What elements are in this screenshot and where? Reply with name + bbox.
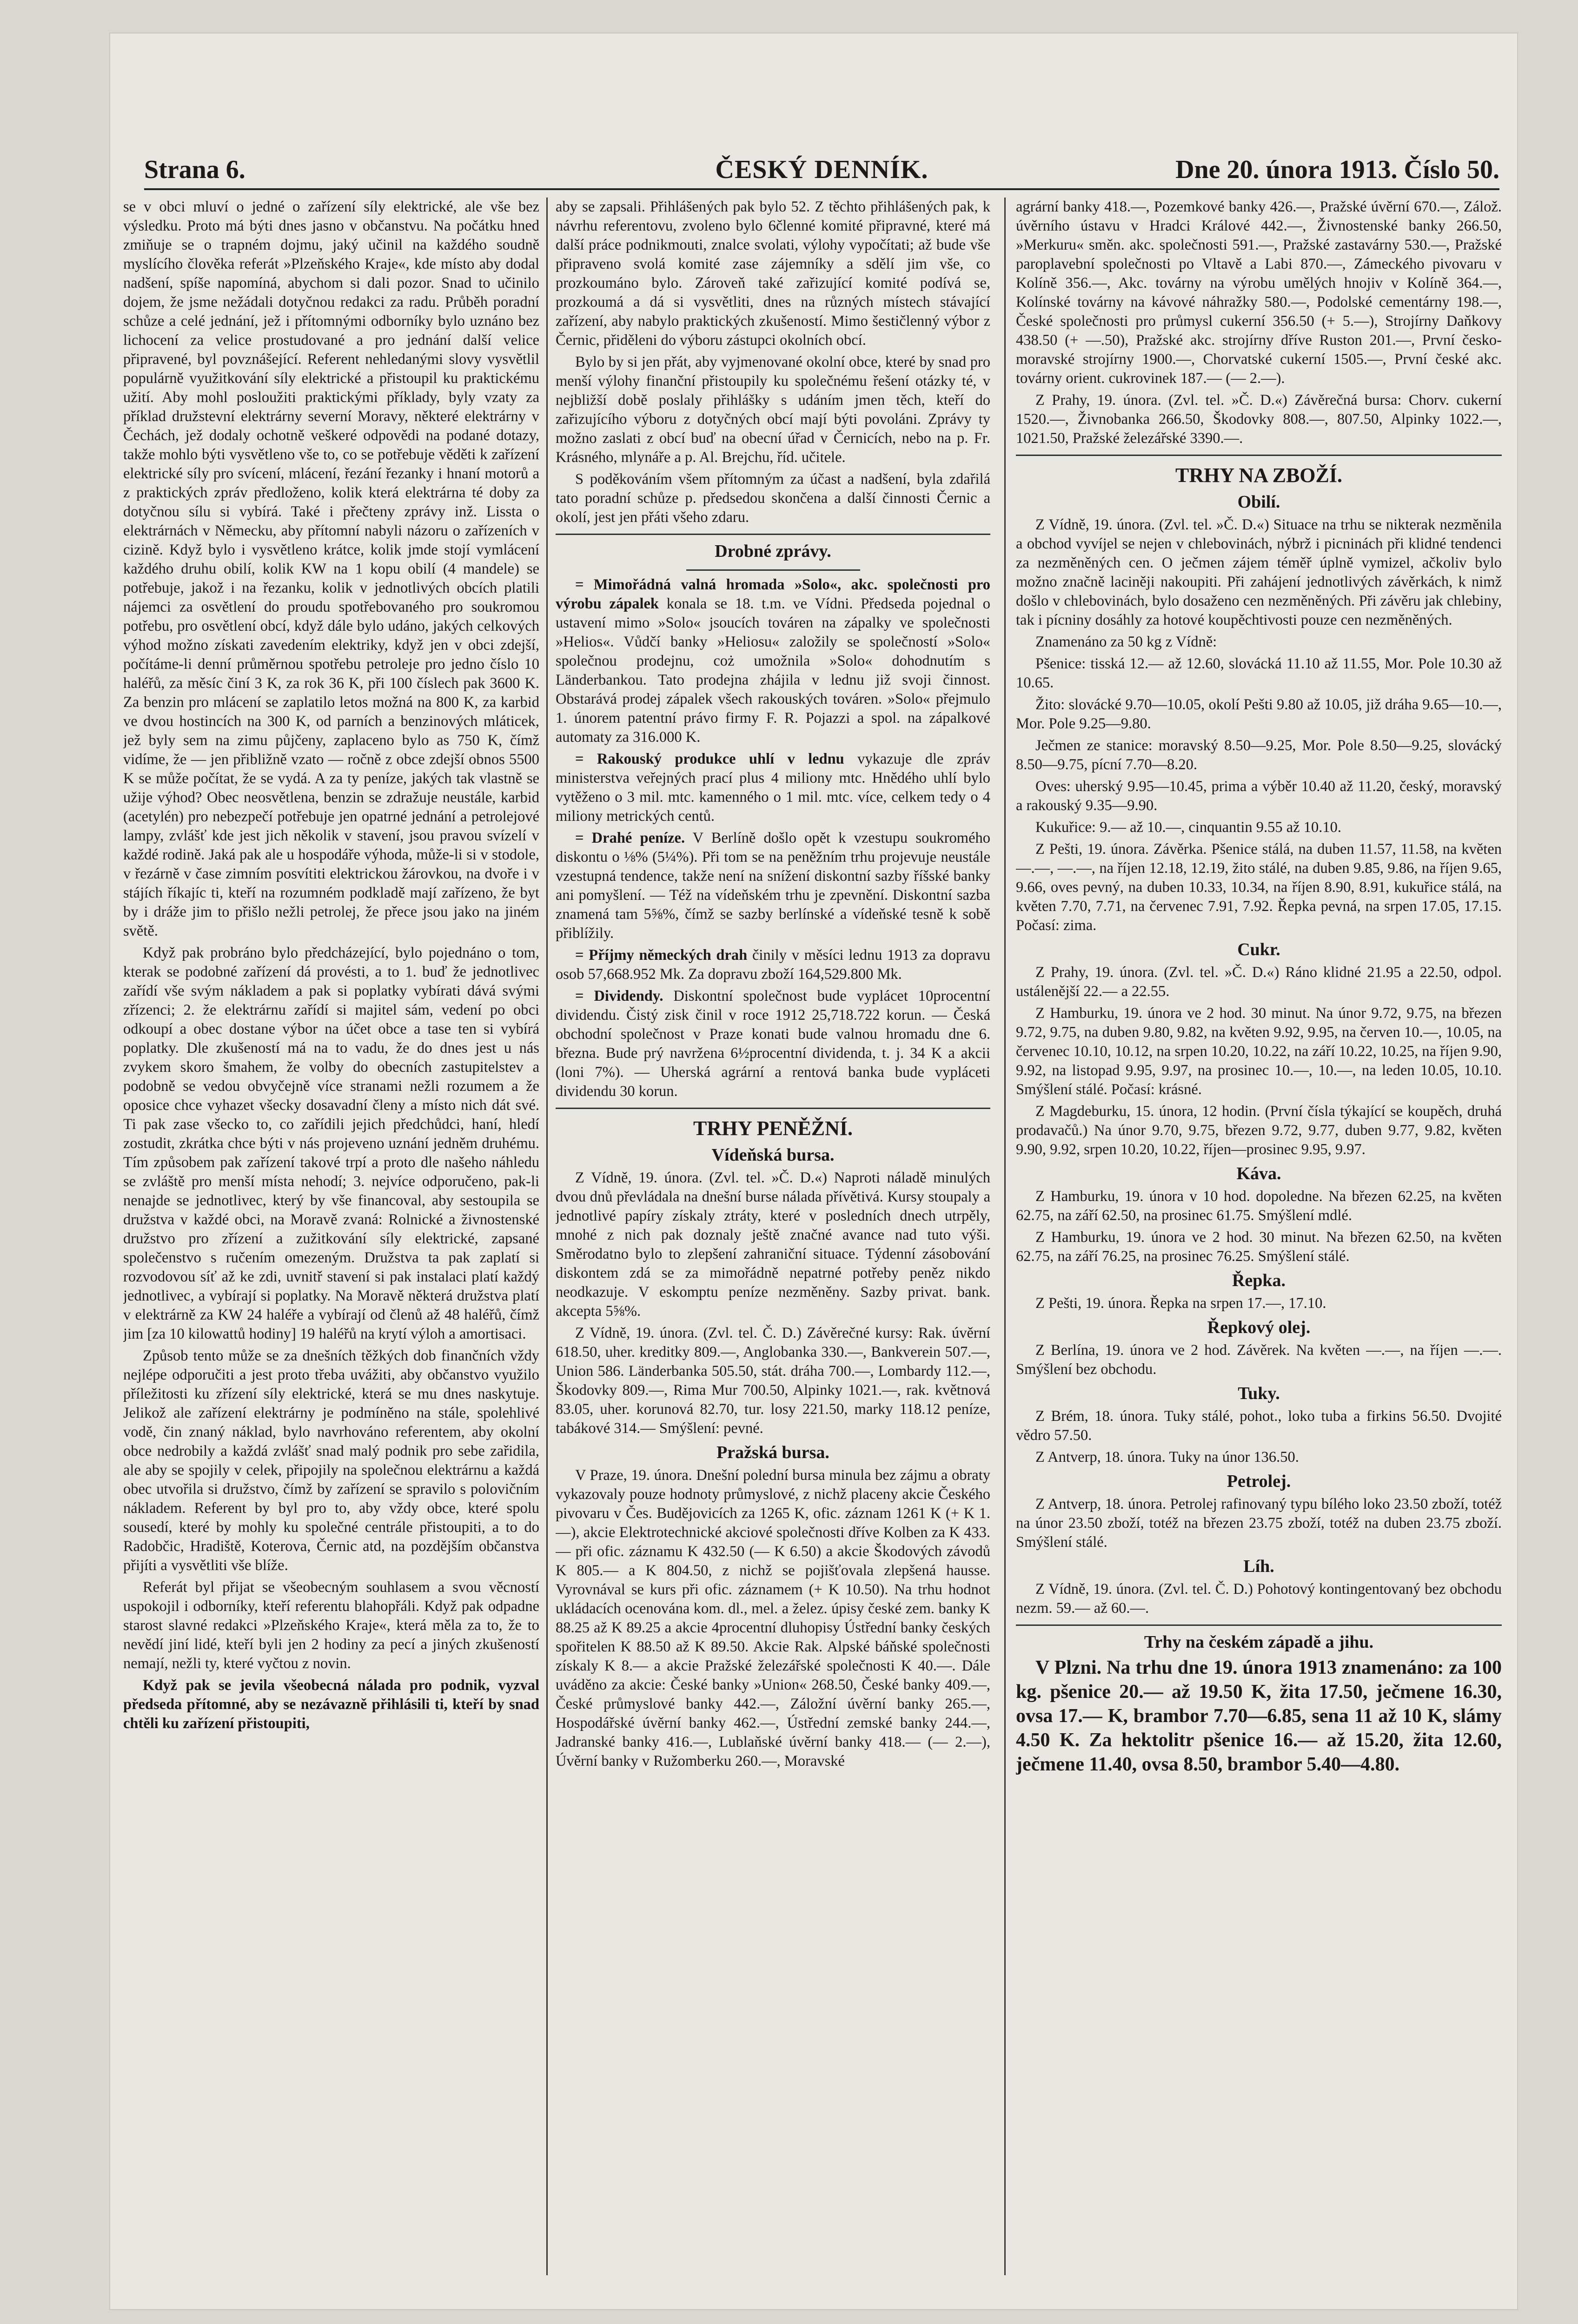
report-paragraph: Z Antverp, 18. února. Tuky na únor 136.50. (1035, 1449, 1299, 1466)
section-title-goods-markets: TRHY NA ZBOŽÍ. (1175, 464, 1342, 487)
section-title-money-markets: TRHY PENĚŽNÍ. (693, 1117, 853, 1140)
section-title-grain: Obilí. (1237, 492, 1280, 512)
newspaper-title: ČESKÝ DENNÍK. (715, 155, 928, 184)
section-divider (686, 569, 860, 571)
page-number: Strana 6. (144, 155, 245, 184)
article-paragraph: S poděkováním všem přítomným za účast a nadšení, byla zdařilá tato poradní schůze p. předsedou skončena a další činnosti Černic a okolí, jest jen přáti všeho zdaru. (556, 471, 990, 526)
report-paragraph: Z Pešti, 19. února. Řepka na srpen 17.—, 17.10. (1035, 1295, 1326, 1312)
column-3 (1016, 198, 1502, 2275)
section-title-fats: Tuky. (1238, 1384, 1280, 1403)
section-title-spirit: Líh. (1243, 1557, 1274, 1576)
news-item (556, 946, 990, 984)
report-paragraph: Ječmen ze stanice: moravský 8.50—9.25, Mor. Pole 8.50—9.25, slovácký 8.50—9.75, pícní 7.70—8.20. (1016, 737, 1502, 773)
news-lead: = Drahé peníze. (575, 830, 685, 846)
report-paragraph: Z Vídně, 19. února. (Zvl. tel. Č. D.) Závěrečné kursy: Rak. úvěrní 618.50, uher. kreditky 809.—, Anglobanka 330.—, Bankverein 507.—, Union 586. Länderbanka 505.50, stát. dráha 700.—, Lombardy 112.—, Škodovky 809.—, Rima Mur 700.50, Alpinky 1021.—, rak. květnová 83.05, uher. korunová 82.70, tur. losy 221.50, marky 118.12 peníze, tabákové 314.— Smýšlení: pevné. (556, 1325, 990, 1437)
article-paragraph: aby se zapsali. Přihlášených pak bylo 52. Z těchto přihlášených pak, k návrhu referentovu, zvoleno bylo 6členné komité připravné, které má další práce podnikmouti, znalce svolati, výlohy vypočítati; až bude vše připraveno svolá komité zase zájemníky a sdělí jim vše, co prozkoumáno bylo. Zároveň také zařizující komité podívá se, prozkoumá a dá si vysvětliti, dnes na různých místech stávající zařízení, aby nabylo praktických zkušeností. Mimo šestičlenný výbor z Černic, přiděleni do výboru zástupci okolních obcí. (556, 198, 990, 349)
report-paragraph: Znamenáno za 50 kg z Vídně: (1035, 634, 1217, 650)
column-rule-1 (546, 198, 548, 2275)
issue-date: Dne 20. února 1913. Číslo 50. (1175, 155, 1499, 184)
article-paragraph: Když pak probráno bylo předcházející, bylo pojednáno o tom, kterak se podobné zařízení dá provésti, a to 1. buď že jednotlivec zařídí vše svým nákladem a pak si poplatky vybírati dává svými zřízenci; 2. že elektrárnu zařídí si majitel sám, vedení po obci odkoupí a obec dostane výbor na účet obce a tase ten si vybírá poplatky. Dle zkušeností má na to vadu, že do dnes jest u nás zvykem skoro šmahem, že volby do obecních zastupitelstev a podobně se vedou obvyčejně více stranami nežli rozumem a že oposice chce vyhazet všecky dosavadní členy a místo nich dát své. Ti pak zase všecko to, co zařídili jejich předchůdci, haní, hledí zostudit, zkrátka chce býti v nás projeveno uznání jedněm druhému. Tím způsobem pak zařízení takové trpí a proto dle našeho náhledu se zvláště pro menší místa nehodí; 3. nejvíce odporučeno, pak-li nenajde se jednotlivec, který by vše financoval, aby sestoupila se družstva v každé obci, na Moravě zvaná: Rolnické a živnostenské družstvo pro zřízení a zužitkování síly elektrické, zapsané společenstvo s ručením omezeným. Družstva ta pak zaplatí si rozvodovou síť až ke zdi, uvnitř stavení si pak instalaci platí každý jednotlivec, a vybírají si poplatky. Na Moravě některá družstva platí v elektrárně za KW 24 haléře a vybírají od členů až 48 haléřů, čímž jim [za 10 kilowattů hodiny] 19 haléřů na krytí výloh a amortisaci. (123, 944, 539, 1342)
report-paragraph: Pšenice: tisská 12.— až 12.60, slovácká 11.10 až 11.55, Mor. Pole 10.30 až 10.65. (1016, 655, 1502, 691)
report-paragraph: Z Magdeburku, 15. února, 12 hodin. (První čísla týkající se koupěch, druhá prodavačů.) Na únor 9.70, 9.75, březen 9.72, 9.77, duben 9.77, 9.82, květen 9.90, 9.92, srpen 10.20, 10.22, říjen—prosinec 9.95, 9.97. (1016, 1103, 1502, 1158)
article-paragraph: Způsob tento může se za dnešních těžkých dob finančních vždy nejlépe odporučiti a jest proto třeba uvážiti, aby občanstvo využilo příležitosti ku zřízení síly elektrické, která se mu dnes naskytuje. Jelikož ale zařízení elektrárny je podmíněno na stále, spolehlivé vodě, čin znaný náklad, bylo navrhováno referentem, aby okolní obce nedrobily a každá zvlášť snad malý podnik pro sebe zařidila, ale aby se spojily v celek, připojily na společnou elektrárnu a každá obec utvořila si družstvo, čímž by zařízení se spravilo s polovičním nákladem. Referent by byl pro to, aby vždy obce, které spolu sousedí, které by mohly ku společné centrále přistoupiti, a to do Radobčic, Hradiště, Koterova, Černic atd, na pozdějším občanstva přijíti a vysvětliti vše blíže. (123, 1347, 539, 1574)
report-paragraph: agrární banky 418.—, Pozemkové banky 426.—, Pražské úvěrní 670.—, Zálož. úvěrního ústavu v Hradci Králové 442.—, Živnostenské banky 266.50, »Merkuru« směn. akc. společnosti 591.—, Pražské zastavárny 530.—, Pražské paroplavební společnosti po Vltavě a Labi 870.—, Zámeckého pivovaru v Kolíně 356.—, Akc. továrny na výrobu umělých hnojiv v Kolíně 364.—, Kolínské továrny na kávové náhražky 580.—, Podolské cementárny 198.—, České společnosti pro průmysl cukerní 356.50 (+ 5.—), Strojírny Daňkovy 438.50 (+ —.50), Pražské akc. strojírny dříve Ruston 201.—, První česko-moravské strojírny 1900.—, Chorvatské cukerní 1505.—, První české akc. továrny orient. cukrovinek 187.— (— 2.—). (1016, 198, 1502, 387)
report-paragraph: Z Antverp, 18. února. Petrolej rafinovaný typu bílého loko 23.50 zboží, totéž na únor 23.50 zboží, totéž na březen 23.75 zboží, totéž na duben 23.75 zboží. Smýšlení stálé. (1016, 1496, 1502, 1551)
article-paragraph: Když pak se jevila všeobecná nálada pro podnik, vyzval předseda přítomné, aby se nezávazně přihlásili ti, kteří by snad chtěli ku zařízení přistoupiti, (123, 1677, 539, 1732)
report-paragraph: Žito: slovácké 9.70—10.05, okolí Pešti 9.80 až 10.05, již dráha 9.65—10.—, Mor. Pole 9.25—9.80. (1016, 696, 1502, 732)
news-text: vykazuje dle zpráv ministerstva veřejných prací plus 4 miliony mtc. Hnědého uhlí bylo vytěženo o 3 mil. mtc. kamenného o 1 mil. mtc. více, celkem tedy o 4 miliony metrických centů. (556, 751, 990, 825)
news-lead: = Dividendy. (575, 988, 663, 1004)
report-paragraph: Z Pešti, 19. února. Závěrka. Pšenice stálá, na duben 11.57, 11.58, na květen —.—, —.—, na říjen 12.18, 12.19, žito stálé, na duben 9.85, 9.86, na říjen 9.65, 9.66, oves pevný, na duben 10.33, 10.34, na říjen 8.90, 8.91, kukuřice stálá, na květen 7.70, 7.71, na červenec 7.91, 7.92. Řepka pevná, na srpen 17.05, 17.15. Počasí: zima. (1016, 841, 1502, 934)
news-item (556, 829, 990, 943)
news-text: činily v měsíci lednu 1913 za dopravu osob 57,668.952 Mk. Za dopravu zboží 164,529.800 Mk. (556, 947, 990, 983)
news-item (556, 750, 990, 826)
report-paragraph: Oves: uherský 9.95—10.45, prima a výběr 10.40 až 11.20, český, moravský a rakouský 9.35—9.90. (1016, 778, 1502, 814)
column-rule-2 (1004, 198, 1006, 2275)
report-paragraph: Kukuřice: 9.— až 10.—, cinquantin 9.55 až 10.10. (1035, 819, 1341, 836)
article-paragraph: se v obci mluví o jedné o zařízení síly elektrické, ale vše bez výsledku. Proto má býti dnes jasno v občanstvu. Na počátku hned zmiňuje se o trapném dojmu, jaký učinil na každého soudně myslícího člověka referát »Plzeňského Kraje«, kde místo aby dodal nadšení, spíše napomíná, abychom si dali pozor. Snad to učinilo dojem, že jsme nežádali dotyčnou redakci za radu. Průběh poradní schůze a celé jednání, jež i přítomnými odborníky bylo uznáno bez lichocení za velice prostudované a pro jednání další velice připravené, byl povznášející. Referent nehledanými slovy vysvětlil populárně využitkování síly elektrické a přistoupil ku praktickému užití. Aby mohl posloužiti praktickými příklady, byly vzaty za příklad družstevní elektrárny severní Moravy, některé elektrárny v Čechách, jež dodaly ochotně veškeré odpovědi na podané dotazy, takže mohlo býti vysvětleno vše to, co se potřebuje věděti k zařízení elektrické síly pro svícení, mlácení, řezání řezanky i hnaní motorů a z praktických zpráv předloženo, kolik která elektrárna té doby za dotyčnou sílu si vybírá. Také i přečteny zprávy inž. Lissta o elektrárnách v Německu, aby přítomní nabyli názoru o zařízeních v cizině. Když bylo i vysvětleno krátce, kolik jmde stojí vymlácení každého druhu obilí, kolik KW na 1 kopu obilí (4 mandele) se potřebuje, jakož i na řezanku, kolik v jednotlivých obcích platili nájemci za osvětlení do proudu spotřebovaného pro soukromou potřebu, pro osvětlení obcí, když dále bylo udáno, jakých celkových výhod možno získati zavedením elektriky, když jen v obci zdejší, počítáme-li denní průměrnou spotřebu petroleje pro jedno číslo 10 haléřů, za měsíc činí 3 K, za rok 36 K, při 100 číslech pak 3600 K. Za benzin pro mlácení se zaplatilo letos možná na 800 K, za karbid ve dvou hostincích na 300 K, od parních a benzinových mláticek, jež byly sem na zimu půjčeny, zaplaceno bylo as 750 K, čímž vidíme, že — jen přibližně vzato — ročně z obce zdejší obnos 5500 K se může počítat, že se vydá. A za ty peníze, jakých tak vlastně se užije výhod? Obec neosvětlena, benzin se zdražuje neustále, karbid (acetylén) pro nebezpečí potřebuje jen opatrné jednání a petrolejové lampy, zvlášť kde jest jich několik v stavení, jsou pravou svízelí v každé rodině. Jaká pak ale u hospodáře výhoda, může-li si v stodole, v řezárně v čase zimním posvítiti elektrickou žárovkou, na dvoře i v stájích říkajíc ti, kteří na rozumném podkladě mají zařízeno, že byt by i dráže jim to přišlo nežli petrolej, že přece jsou jako na jiném světě. (123, 198, 539, 939)
news-lead: = Mimořádná valná hromada »Solo«, akc. společnosti pro výrobu zápalek (556, 576, 990, 612)
page-header (144, 151, 1499, 190)
section-title-prague-bourse: Pražská bursa. (716, 1443, 829, 1462)
report-paragraph: Z Vídně, 19. února. (Zvl. tel. »Č. D.«) Naproti náladě minulých dvou dnů převládala na dnešní burse nálada přívětivá. Kursy stoupaly a jednotlivé papíry získaly ztráty, které v posledních dnech utrpěly, mnohé z nich pak doznaly ještě značné avance nad tuto výši. Směrodatno bylo to zlepšení zahraniční situace. Týdenní zásobování diskontem zdá se za mimořádně nepatrné potřeby peněz nikdo neodkazuje. V eskomptu peníze nezměněny. Sazby privat. bank. akcepta 5⅝%. (556, 1169, 990, 1320)
report-paragraph: Z Hamburku, 19. února ve 2 hod. 30 minut. Na únor 9.72, 9.75, na březen 9.72, 9.75, na duben 9.80, 9.82, na květen 9.92, 9.95, na červen 10.—, 10.05, na červenec 10.10, 10.12, na srpen 10.20, 10.22, na září 10.22, 10.25, na říjen 9.90, 9.92, na listopad 9.95, 9.97, na prosinec 10.—, 10.—, na leden 10.05, 10.10. Smýšlení stálé. Počasí: krásné. (1016, 1005, 1502, 1098)
news-lead: = Příjmy německých drah (575, 947, 748, 964)
news-text: Diskontní společnost bude vyplácet 10procentní dividendu. Čistý zisk činil v roce 1912 25,718.722 korun. — Česká obchodní společnost v Praze konati bude valnou hromadu dne 6. března. Bude prý navržena 6½procentní dividenda, t. j. 34 K a akcii (loni 7%). — Uherská agrární a rentová banka bude vypláceti dividendu 30 korun. (556, 988, 990, 1100)
news-text: konala se 18. t.m. ve Vídni. Předseda pojednal o ustavení mimo »Solo« jsoucích továren na zápalky ve společnosti »Helios«. Vůdčí banky »Heliosu« založily se společností »Solo« společnou prodejnu, coż umožnila »Solo« dohodnutím s Länderbankou. Tato prodejna zhájila v lednu již svoji činnost. Obstarává prodej zápalek všech rakouských továren. »Solo« přejmulo 1. únorem patentní právo firmy F. R. Pojazzi a spol. na zápalkové automaty za 316.000 K. (556, 595, 990, 746)
report-paragraph: Z Berlína, 19. února ve 2 hod. Závěrek. Na květen —.—, na říjen —.—. Smýšlení bez obchodu. (1016, 1342, 1502, 1378)
section-divider (1016, 455, 1502, 456)
news-text: V Berlíně došlo opět k vzestupu soukromého diskontu o ⅛% (5¼%). Při tom se na peněžním trhu projevuje neustále vzestupná tendence, takže není na snížení diskontní sazby říšské banky ani pomyšlení. — Též na vídeňském trhu je zpevnění. Diskontní sazba znamená tam 5⅝%, čímž se sazby berlínské a vídeňské tesně k sobě přiblížily. (556, 830, 990, 942)
report-paragraph: Z Prahy, 19. února. (Zvl. tel. »Č. D.«) Ráno klidné 21.95 a 22.50, odpol. ustálenější 22.— a 22.55. (1016, 964, 1502, 1000)
section-divider (556, 534, 990, 535)
report-paragraph: V Praze, 19. února. Dnešní polední bursa minula bez zájmu a obraty vykazovaly pouze hodnoty průmyslové, z nichž placeny akcie Českého pivovaru v Čes. Budějovicích za 1265 K, ofic. záznam 1261 K (+ K 1.—), akcie Elektrotechnické akciové společnosti dříve Kolben za K 433.— při ofic. záznamu K 432.50 (— K 6.50) a akcie Škodových závodů K 805.— a K 804.50, z nichž se pojišťovala zlepšená hausse. Vyrovnával se kurs při ofic. záznamem (+ K 10.50). Na trhu hodnot ukládacích ocenována kom. dl., mel. a želez. úpisy české zem. banky K 88.25 až K 89.25 a akcie 4procentní dluhopisy Ústřední banky českých spořitelen K 88.50 až K 89.50. Akcie Rak. Alpské báňské společnosti získaly K 8.— a akcie Pražské železářské společnosti K 40.—. Dále uváděno za akcie: České banky »Union« 268.50, České banky 409.—, České průmyslové banky 442.—, Záložní úvěrní banky 265.—, Hospodářské úvěrní banky 462.—, Ústřední zemské banky 244.—, Jadranské banky 416.—, Lublaňské úvěrní banky 418.— (— 2.—), Úvěrní banky v Ružomberku 260.—, Moravské (556, 1467, 990, 1769)
section-divider (1016, 1624, 1502, 1626)
report-paragraph: Z Vídně, 19. února. (Zvl. tel. »Č. D.«) Situace na trhu se nikterak nezměnila a obchod vyvíjel se nejen v chlebovinách, nýbrž i picninách při klidné tendenci za nezměněných cen. O ječmen zájem téměř úplně vymizel, ačkoliv bylo možno značně laciněji nakoupiti. Při zahájení jednotlivých závěrkách, k nimž došlo v chlebovinách, bylo dosaženo cen nezměněných. Při závěru jak chlebiny, tak i pícniny dosáhly za hotové koupěchtivosti pouze cen nezměněných. (1016, 516, 1502, 628)
news-item (556, 575, 990, 747)
news-item (556, 987, 990, 1101)
column-1 (123, 198, 539, 2275)
column-2 (556, 198, 990, 2275)
report-paragraph: V Plzni. Na trhu dne 19. února 1913 znamenáno: za 100 kg. pšenice 20.— až 19.50 K, žita 17.50, ječmene 16.30, ovsa 17.— K, brambor 7.70—6.85, sena 11 až 10 K, slámy 4.50 K. Za hektolitr pšenice 16.— až 15.20, žita 12.60, ječmene 11.40, ovsa 8.50, brambor 5.40—4.80. (1016, 1657, 1502, 1775)
section-divider (556, 1108, 990, 1109)
section-title-west-markets: Trhy na českém západě a jihu. (1144, 1632, 1374, 1652)
section-title-rape: Řepka. (1232, 1271, 1286, 1290)
section-title-rape-oil: Řepkový olej. (1207, 1318, 1311, 1337)
report-paragraph: Z Vídně, 19. února. (Zvl. tel. Č. D.) Pohotový kontingentovaný bez obchodu nezm. 59.— až 60.—. (1016, 1581, 1502, 1617)
article-paragraph: Bylo by si jen přát, aby vyjmenované okolní obce, které by snad pro menší výlohy finanční přistoupily ku společnému řešení otázky té, v nejbližší době poslaly přihlášky s udáním jmen těch, kteří do zařizujícího výboru z dotyčných obcí mají býti povoláni. Zprávy ty možno zaslati z obcí buď na obecní úřad v Černicích, nebo na p. Fr. Krásného, mlynáře a p. Al. Brejchu, říd. učitele. (556, 354, 990, 466)
section-title-vienna-bourse: Vídeňská bursa. (711, 1145, 835, 1165)
section-title-sugar: Cukr. (1237, 940, 1280, 959)
article-paragraph: Referát byl přijat se všeobecným souhlasem a svou věcností uspokojil i odborníky, kteří referentu blahopřáli. Když pak odpadne starost slavné redakci »Plzeňského Kraje«, která měla za to, že to nevědí jiní lidé, kteří byli jen 2 hodiny za pecí a jiných zkušeností nemají, nežli ty, které vyčtou z novin. (123, 1579, 539, 1672)
newspaper-page (109, 33, 1518, 2310)
report-paragraph: Z Hamburku, 19. února v 10 hod. dopoledne. Na březen 62.25, na květen 62.75, na září 62.50, na prosinec 61.75. Smýšlení mdlé. (1016, 1188, 1502, 1224)
news-lead: = Rakouský produkce uhlí v lednu (575, 751, 844, 767)
report-paragraph: Z Prahy, 19. února. (Zvl. tel. »Č. D.«) Závěrečná bursa: Chorv. cukerní 1520.—, Živnobanka 266.50, Škodovky 808.—, 807.50, Alpinky 1022.—, 1021.50, Pražské železářské 3390.—. (1016, 392, 1502, 447)
report-paragraph: Z Brém, 18. února. Tuky stálé, pohot., loko tuba a firkins 56.50. Dvojité vědro 57.50. (1016, 1408, 1502, 1444)
section-title-petroleum: Petrolej. (1227, 1472, 1291, 1491)
section-title-coffee: Káva. (1236, 1164, 1281, 1183)
section-title-small-news: Drobné zprávy. (715, 541, 831, 561)
report-paragraph: Z Hamburku, 19. února ve 2 hod. 30 minut. Na březen 62.50, na květen 62.75, na září 76.25, na prosinec 76.25. Smýšlení stálé. (1016, 1229, 1502, 1265)
